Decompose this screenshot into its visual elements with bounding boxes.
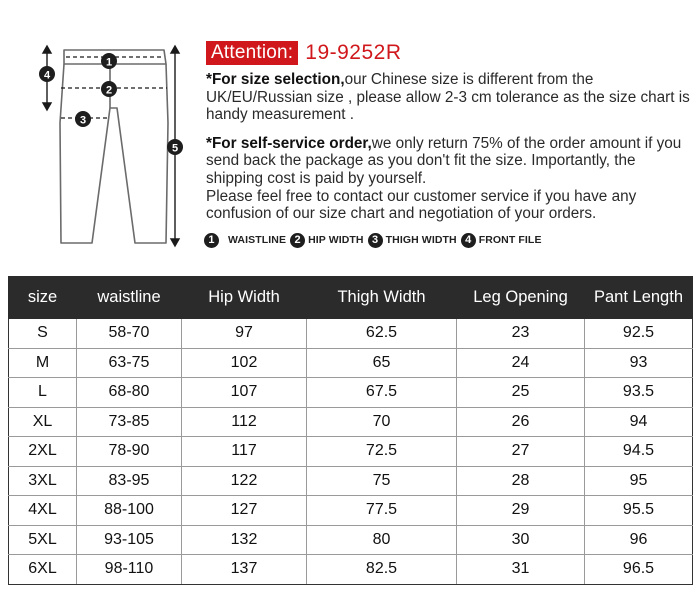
size-selection-text: our Chinese size is different from the UK/EU/Russian size , please allow 2-3 cm tolerance as the size chart is handy measurement .: [206, 71, 690, 124]
marker-4-icon: [39, 66, 55, 82]
table-cell: 70: [307, 407, 457, 437]
table-cell: 83-95: [77, 466, 182, 496]
svg-text:3: 3: [79, 114, 87, 127]
table-cell: 30: [457, 525, 585, 555]
table-cell: 107: [182, 378, 307, 408]
table-cell: 63-75: [77, 348, 182, 378]
table-row: [9, 319, 693, 349]
table-cell: 25: [457, 378, 585, 408]
table-cell: 102: [182, 348, 307, 378]
size-notes: [206, 71, 690, 223]
table-cell: M: [9, 348, 77, 378]
attention-header: [206, 40, 402, 66]
table-cell: 80: [307, 525, 457, 555]
table-cell: 82.5: [307, 555, 457, 585]
number-3-icon: 3: [368, 233, 383, 248]
table-cell: 77.5: [307, 496, 457, 526]
table-cell: L: [9, 378, 77, 408]
table-cell: 122: [182, 466, 307, 496]
attention-label: Attention:: [206, 41, 298, 65]
table-row: [9, 437, 693, 467]
column-header-pant-length: Pant Length: [585, 277, 693, 319]
table-cell: 26: [457, 407, 585, 437]
table-cell: 31: [457, 555, 585, 585]
legend-label: HIP WIDTH: [308, 234, 364, 246]
table-cell: 78-90: [77, 437, 182, 467]
svg-text:1: 1: [105, 56, 113, 69]
table-cell: 97: [182, 319, 307, 349]
column-header-hip-width: Hip Width: [182, 277, 307, 319]
table-row: [9, 378, 693, 408]
table-cell: 68-80: [77, 378, 182, 408]
column-header-leg-opening: Leg Opening: [457, 277, 585, 319]
table-cell: 58-70: [77, 319, 182, 349]
table-cell: 96: [585, 525, 693, 555]
table-cell: 94.5: [585, 437, 693, 467]
pants-outline-icon: [30, 38, 195, 253]
legend-item-thigh-width: [368, 233, 457, 248]
table-cell: 127: [182, 496, 307, 526]
table-cell: 29: [457, 496, 585, 526]
table-cell: 75: [307, 466, 457, 496]
table-cell: 28: [457, 466, 585, 496]
legend-item-hip-width: [290, 233, 364, 248]
table-cell: 95: [585, 466, 693, 496]
column-header-thigh-width: Thigh Width: [307, 277, 457, 319]
svg-text:4: 4: [43, 69, 51, 82]
marker-5-icon: [167, 139, 183, 155]
legend-label: THIGH WIDTH: [385, 234, 457, 246]
table-body: [9, 319, 693, 585]
column-header-waistline: waistline: [77, 277, 182, 319]
table-cell: 94: [585, 407, 693, 437]
table-cell: 132: [182, 525, 307, 555]
column-header-size: size: [9, 277, 77, 319]
number-4-icon: 4: [461, 233, 476, 248]
table-cell: 93: [585, 348, 693, 378]
table-cell: 117: [182, 437, 307, 467]
table-cell: 95.5: [585, 496, 693, 526]
table-cell: 65: [307, 348, 457, 378]
table-cell: 24: [457, 348, 585, 378]
size-selection-heading: *For size selection,: [206, 71, 345, 88]
table-header-row: [9, 277, 693, 319]
table-row: [9, 348, 693, 378]
table-cell: 93-105: [77, 525, 182, 555]
svg-text:5: 5: [171, 142, 179, 155]
table-cell: 92.5: [585, 319, 693, 349]
table-cell: 3XL: [9, 466, 77, 496]
marker-2-icon: [101, 81, 117, 97]
table-cell: 72.5: [307, 437, 457, 467]
size-chart-table: [8, 276, 693, 585]
table-cell: 137: [182, 555, 307, 585]
table-cell: 73-85: [77, 407, 182, 437]
table-cell: 27: [457, 437, 585, 467]
table-row: [9, 466, 693, 496]
legend-label: WAISTLINE: [228, 234, 287, 246]
table-cell: 88-100: [77, 496, 182, 526]
table-cell: 2XL: [9, 437, 77, 467]
contact-note: Please feel free to contact our customer service if you have any confusion of our size chart and negotiation of your orders.: [206, 187, 637, 223]
table-row: [9, 407, 693, 437]
table-row: [9, 496, 693, 526]
pants-illustration: [30, 38, 195, 253]
legend-label: FRONT FILE: [478, 234, 542, 246]
marker-1-icon: [101, 53, 117, 69]
table-cell: 93.5: [585, 378, 693, 408]
number-1-icon: 1: [204, 233, 219, 248]
table-cell: 5XL: [9, 525, 77, 555]
table-cell: 67.5: [307, 378, 457, 408]
self-service-note: [206, 135, 690, 188]
measurement-legend: [204, 231, 546, 249]
legend-item-waistline: [204, 233, 286, 248]
self-service-heading: *For self-service order,: [206, 134, 372, 152]
svg-text:2: 2: [105, 84, 113, 97]
table-cell: 6XL: [9, 555, 77, 585]
self-service-text: we only return 75% of the order amount if you send back the package as you don't fit the size. Importantly, the shipping cost is paid by yourself.: [206, 134, 682, 187]
legend-item-front-file: [461, 233, 542, 248]
size-selection-note: [206, 71, 690, 124]
table-cell: 96.5: [585, 555, 693, 585]
table-cell: 23: [457, 319, 585, 349]
table-cell: 62.5: [307, 319, 457, 349]
table-row: [9, 555, 693, 585]
table-cell: 112: [182, 407, 307, 437]
table-cell: XL: [9, 407, 77, 437]
table-cell: S: [9, 319, 77, 349]
table-cell: 98-110: [77, 555, 182, 585]
table-row: [9, 525, 693, 555]
number-2-icon: 2: [290, 233, 305, 248]
marker-3-icon: [75, 111, 91, 127]
table-cell: 4XL: [9, 496, 77, 526]
product-code: 19-9252R: [305, 41, 402, 64]
